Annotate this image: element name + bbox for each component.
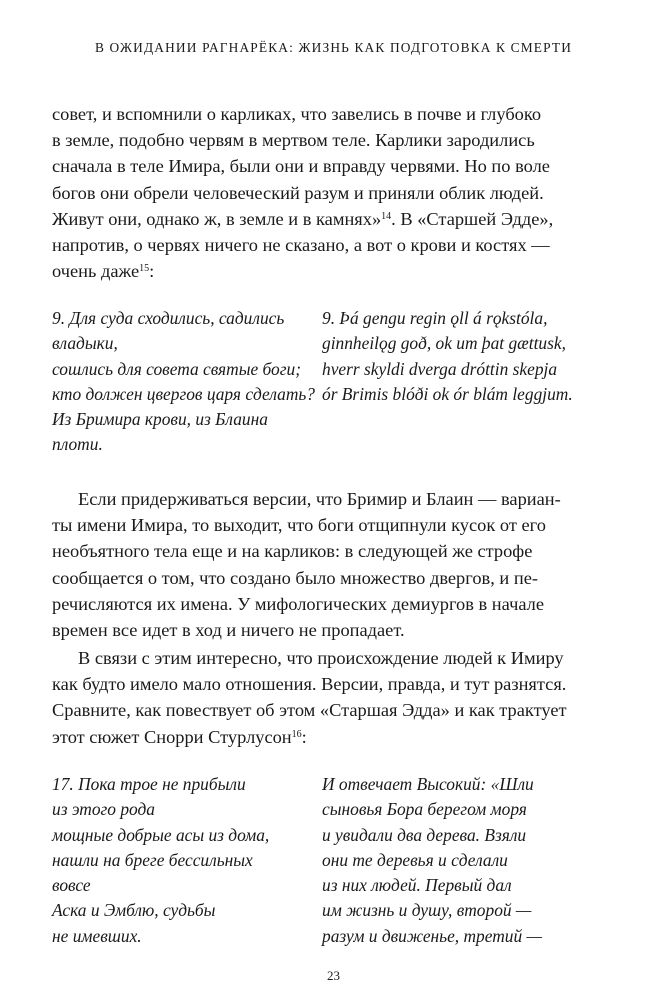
verse-line: кто должен цвергов царя сделать? [52, 383, 315, 404]
verse-17-elder-edda [52, 772, 269, 949]
footnote-ref-14: 14 [381, 210, 392, 222]
running-head: В ОЖИДАНИИ РАГНАРЁКА: ЖИЗНЬ КАК ПОДГОТОВКА К СМЕРТИ [94, 40, 573, 55]
verse-line: ginnheilǫg goð, ok um þat gættusk, [322, 333, 566, 354]
text-line: богов они обрели человеческий разум и приняли облик людей. [52, 182, 544, 203]
text-line: необъятного тела еще и на карликов: в следующей же строфе [52, 541, 533, 562]
verse-line: из этого рода [52, 799, 156, 820]
paragraph-3 [52, 645, 626, 750]
verse-line: не имевших. [52, 925, 142, 946]
footnote-ref-15: 15 [139, 263, 150, 275]
text-line: в земле, подобно червям в мертвом теле. Карлики зародились [52, 130, 535, 151]
verse-line: плоти. [52, 434, 103, 455]
text-line: Живут они, однако ж, в земле и в камнях»$^{14}$. В «Старшей Эдде», [52, 208, 554, 229]
verse-line: сыновья Бора берегом моря [322, 799, 527, 820]
text-line: совет, и вспомнили о карликах, что завелись в почве и глубоко [52, 104, 542, 124]
text-line: очень даже$^{15}$: [52, 261, 155, 282]
verse-line: им жизнь и душу, второй — [322, 900, 532, 921]
verse-line: 9. Для суда сходились, садились [52, 308, 285, 328]
text-line: сначала в теле Имира, были они и вправду червями. Но по воле [52, 156, 550, 177]
text-line: В связи с этим интересно, что происхождение людей к Имиру [78, 648, 564, 668]
verse-line: hverr skyldi dverga dróttin skepja [322, 358, 558, 379]
verse-line: мощные добрые асы из дома, [52, 824, 270, 845]
text-line: времен все идет в ход и ничего не пропадает. [52, 620, 405, 641]
text-line: ты имени Имира, то выходит, что боги отщипнули кусок от его [52, 515, 546, 536]
text-line: сообщается о том, что создано было множество двергов, и пе- [52, 567, 538, 588]
verse-line: сошлись для совета святые боги; [52, 358, 302, 379]
verse-line: разум и движенье, третий — [322, 925, 542, 946]
verse-line: Аска и Эмблю, судьбы [52, 900, 216, 921]
verse-line: 9. Þá gengu regin ǫll á rǫkstóla, [322, 308, 548, 328]
verse-line: И отвечает Высокий: «Шли [322, 774, 534, 794]
verse-line: они те деревья и сделали [322, 849, 508, 870]
text-line: Сравните, как повествует об этом «Старшая Эдда» и как трактует [52, 700, 567, 721]
verse-line: ór Brimis blóði ok ór blám leggjum. [322, 383, 573, 404]
verse-line: нашли на бреге бессильных [52, 849, 253, 870]
verse-line: из них людей. Первый дал [322, 875, 512, 896]
text-line: этот сюжет Снорри Стурлусон$^{16}$: [52, 726, 307, 747]
paragraph-2 [52, 486, 626, 643]
paragraph-1 [52, 101, 626, 284]
text-line: Если придерживаться версии, что Бримир и Блаин — вариан- [78, 489, 561, 509]
page-number: 23 [327, 968, 340, 983]
text-line: как будто имело мало отношения. Версии, правда, и тут разнятся. [52, 674, 567, 695]
verse-line: Из Бримира крови, из Блаина [52, 409, 268, 430]
verse-snorri-prose [322, 772, 542, 949]
footnote-ref-16: 16 [291, 728, 302, 740]
verse-line: владыки, [52, 333, 118, 354]
text-line: напротив, о червях ничего не сказано, а вот о крови и костях — [52, 235, 550, 256]
verse-line: и увидали два дерева. Взяли [322, 824, 527, 845]
verse-9-russian [52, 306, 315, 458]
verse-line: вовсе [52, 875, 91, 896]
text-line: речисляются их имена. У мифологических демиургов в начале [52, 593, 544, 614]
verse-line: 17. Пока трое не прибыли [52, 774, 246, 794]
verse-9-old-norse [322, 306, 573, 407]
